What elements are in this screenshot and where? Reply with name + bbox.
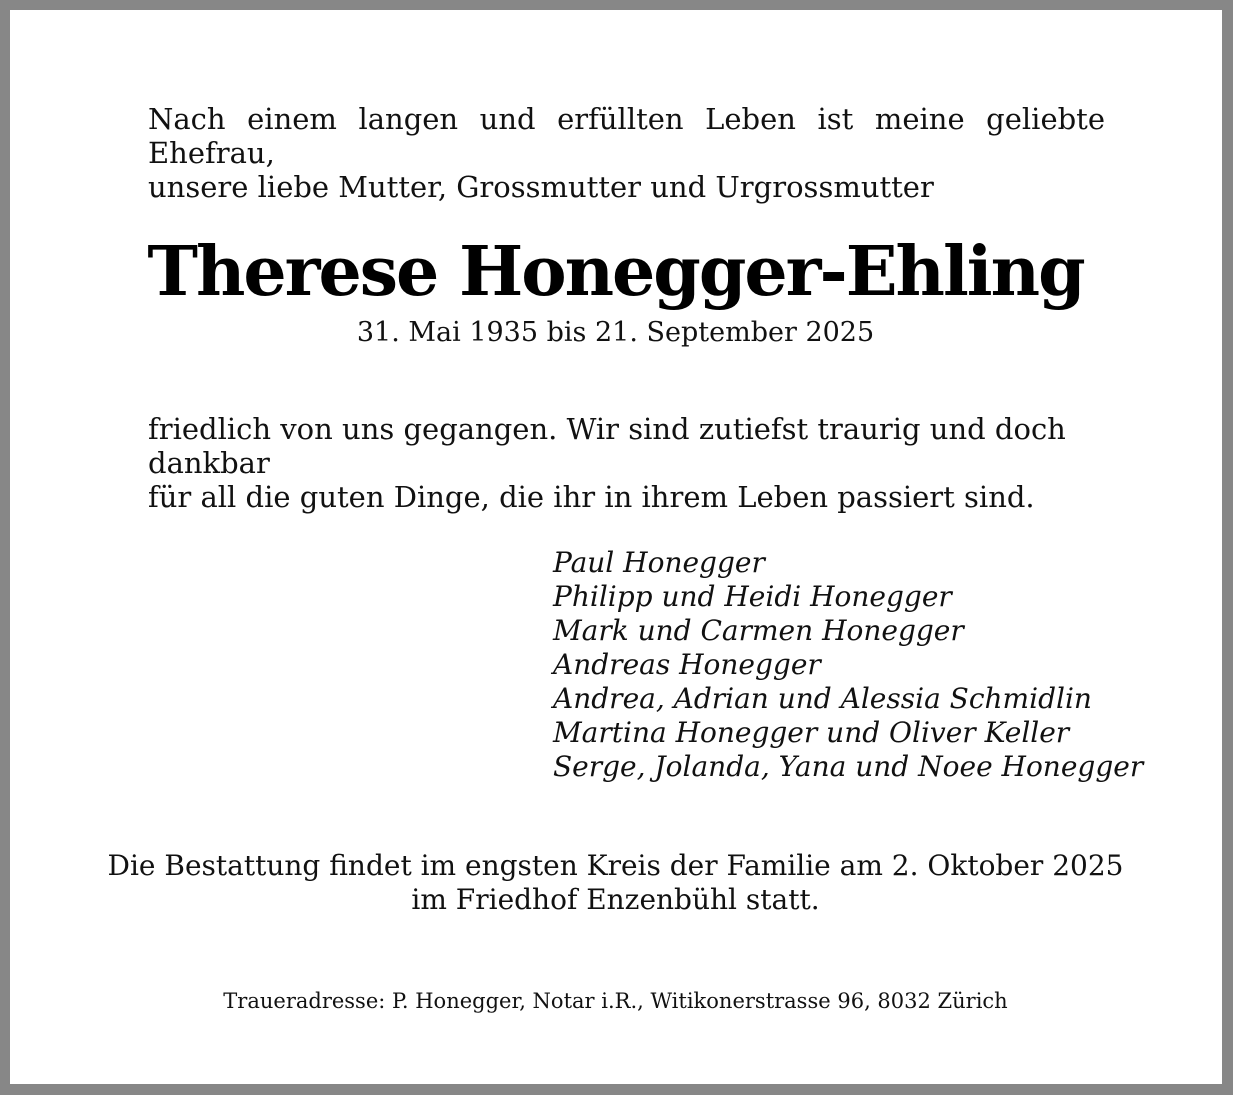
mourners-list: [553, 546, 1143, 784]
intro-line-1: Nach einem langen und erfüllten Leben ist meine geliebte Ehefrau,: [148, 102, 1105, 170]
intro-line-2: unsere liebe Mutter, Grossmutter und Urgrossmutter: [148, 170, 934, 204]
message-line-1: friedlich von uns gegangen. Wir sind zutiefst traurig und doch dankbar: [148, 412, 1066, 480]
message-line-2: für all die guten Dinge, die ihr in ihrem Leben passiert sind.: [148, 480, 1035, 514]
obituary-notice: [20, 20, 1211, 1073]
mourner-entry: Mark und Carmen Honegger: [553, 614, 964, 647]
mourning-address: Traueradresse: P. Honegger, Notar i.R., Witikonerstrasse 96, 8032 Zürich: [223, 989, 1008, 1013]
funeral-line-1: Die Bestattung findet im engsten Kreis der Familie am 2. Oktober 2025: [107, 849, 1124, 882]
mourner-entry: Philipp und Heidi Honegger: [553, 580, 952, 613]
mourner-entry: Paul Honegger: [553, 546, 765, 579]
message-paragraph: [148, 412, 1118, 514]
funeral-line-2: im Friedhof Enzenbühl statt.: [411, 883, 820, 916]
mourner-entry: Andrea, Adrian und Alessia Schmidlin: [553, 682, 1092, 715]
life-dates: 31. Mai 1935 bis 21. September 2025: [356, 317, 875, 348]
funeral-notice: [20, 849, 1211, 917]
mourner-entry: Martina Honegger und Oliver Keller: [553, 716, 1070, 749]
mourner-entry: Serge, Jolanda, Yana und Noee Honegger: [553, 750, 1144, 783]
mourner-entry: Andreas Honegger: [553, 648, 821, 681]
intro-paragraph: [148, 102, 1105, 204]
deceased-name: Therese Honegger-Ehling: [147, 232, 1084, 312]
